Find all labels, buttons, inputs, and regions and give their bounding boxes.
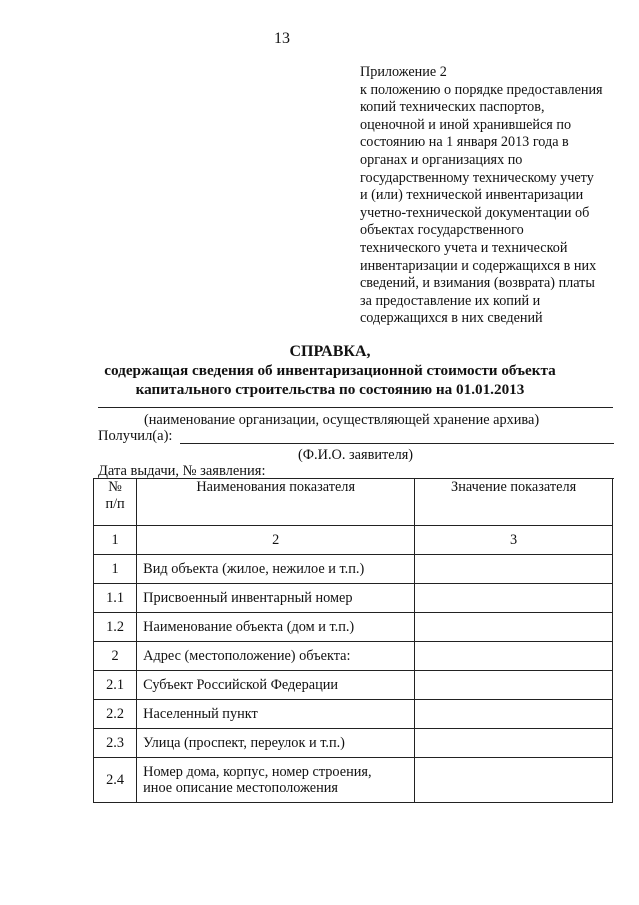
org-name-line[interactable]: [98, 407, 613, 408]
appendix-note: [360, 64, 628, 328]
row-name: Улица (проспект, переулок и т.п.): [137, 729, 415, 758]
appendix-line: технического учета и технической: [360, 239, 568, 256]
document-title: [70, 342, 590, 399]
appendix-line: государственному техническому учету: [360, 169, 594, 186]
row-name: [137, 758, 415, 803]
header-num-sublabel: п/п: [105, 496, 125, 512]
row-value-cell[interactable]: [415, 729, 613, 758]
title-line-2: капитального строительства по состоянию на 01.01.2013: [135, 381, 525, 398]
title-line-1: содержащая сведения об инвентаризационной стоимости объекта: [104, 362, 556, 379]
row-name: Вид объекта (жилое, нежилое и т.п.): [137, 555, 415, 584]
received-line[interactable]: [180, 443, 614, 444]
table-row: [94, 584, 613, 613]
title-main: СПРАВКА,: [289, 343, 371, 360]
row-value-cell[interactable]: [415, 700, 613, 729]
received-label: Получил(а):: [98, 428, 173, 444]
row-name: Присвоенный инвентарный номер: [137, 584, 415, 613]
appendix-line: к положению о порядке предоставления: [360, 81, 603, 98]
table-row: [94, 729, 613, 758]
row-value-cell[interactable]: [415, 671, 613, 700]
row-num: 2.2: [94, 700, 137, 729]
row-name: Адрес (местоположение) объекта:: [137, 642, 415, 671]
issue-date-label: Дата выдачи, № заявления:: [98, 463, 266, 479]
column-index: 2: [137, 526, 415, 555]
appendix-line: состоянию на 1 января 2013 года в: [360, 134, 569, 151]
appendix-line: за предоставление их копий и: [360, 292, 541, 309]
header-num: [94, 479, 137, 526]
row-value-cell[interactable]: [415, 555, 613, 584]
header-name: Наименования показателя: [137, 479, 415, 526]
appendix-line: инвентаризации и содержащихся в них: [360, 257, 597, 274]
fio-caption: (Ф.И.О. заявителя): [298, 447, 414, 463]
table-row: [94, 555, 613, 584]
row-num: 1.2: [94, 613, 137, 642]
row-value-cell[interactable]: [415, 758, 613, 803]
column-index-row: [94, 526, 613, 555]
appendix-line: учетно-технической документации об: [360, 204, 590, 221]
appendix-line: оценочной и иной хранившейся по: [360, 116, 572, 133]
table-row: [94, 642, 613, 671]
header-value: Значение показателя: [415, 479, 613, 526]
table-row: [94, 613, 613, 642]
row-num: 2.3: [94, 729, 137, 758]
table-row: [94, 758, 613, 803]
row-num: 1.1: [94, 584, 137, 613]
row-name: Населенный пункт: [137, 700, 415, 729]
row-value-cell[interactable]: [415, 584, 613, 613]
header-num-label: №: [108, 479, 122, 495]
row-name-line: иное описание местоположения: [143, 780, 338, 796]
column-index: 1: [94, 526, 137, 555]
column-index: 3: [415, 526, 613, 555]
appendix-line: содержащихся в них сведений: [360, 310, 543, 327]
indicators-table: [93, 478, 613, 803]
appendix-line: Приложение 2: [360, 64, 447, 80]
table-header-row: [94, 479, 613, 526]
appendix-line: сведений, и взимания (возврата) платы: [360, 275, 595, 292]
table-row: [94, 671, 613, 700]
row-name-line: Номер дома, корпус, номер строения,: [143, 764, 372, 780]
appendix-line: органах и организациях по: [360, 151, 523, 168]
row-name: Наименование объекта (дом и т.п.): [137, 613, 415, 642]
row-num: 1: [94, 555, 137, 584]
row-value-cell[interactable]: [415, 613, 613, 642]
org-name-caption: (наименование организации, осуществляющей хранение архива): [144, 412, 540, 428]
appendix-line: и (или) технической инвентаризации: [360, 187, 584, 204]
row-num: 2: [94, 642, 137, 671]
row-num: 2.4: [94, 758, 137, 803]
table-row: [94, 700, 613, 729]
page-number: 13: [274, 30, 290, 47]
appendix-line: копий технических паспортов,: [360, 99, 545, 116]
row-name: Субъект Российской Федерации: [137, 671, 415, 700]
appendix-line: объектах государственного: [360, 222, 524, 239]
row-value-cell[interactable]: [415, 642, 613, 671]
row-num: 2.1: [94, 671, 137, 700]
